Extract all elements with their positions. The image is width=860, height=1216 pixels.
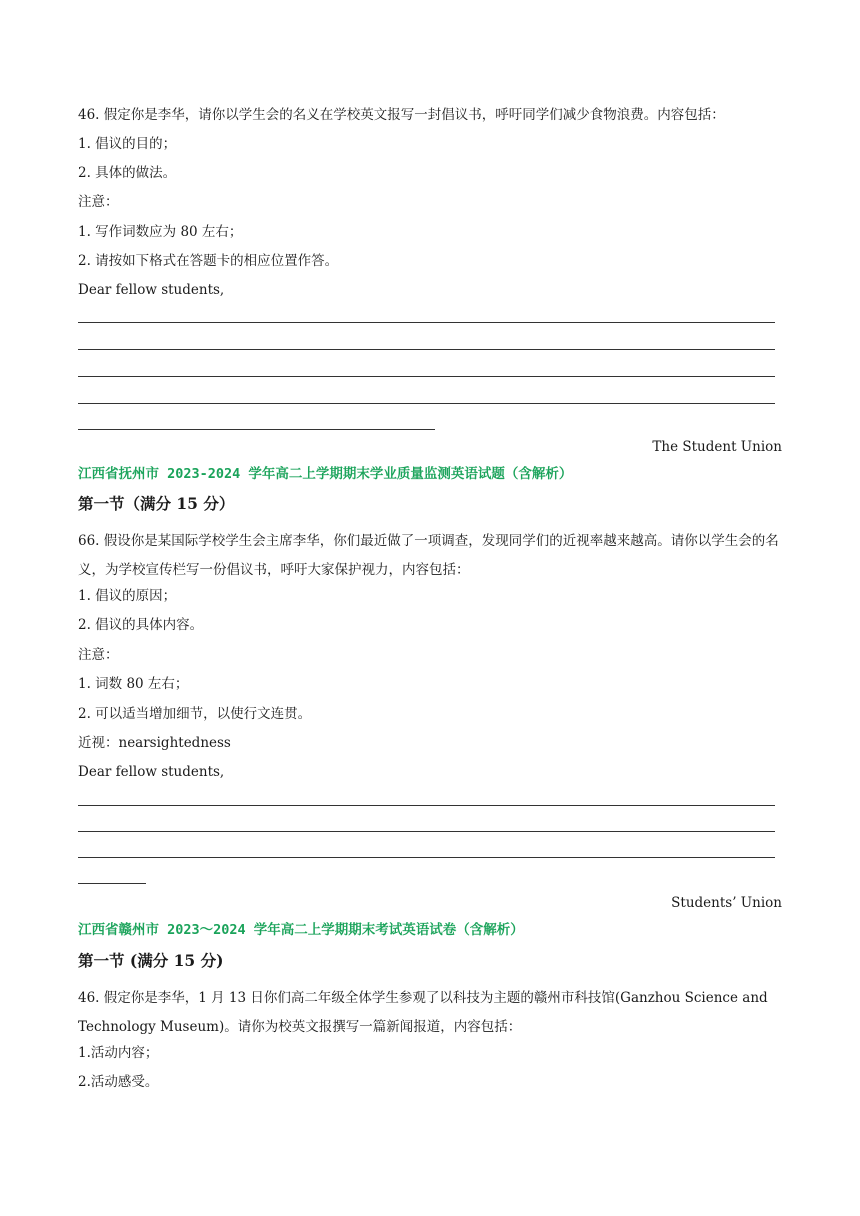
answer-line xyxy=(78,857,775,858)
content-point-1: 1.活动内容； xyxy=(78,1045,159,1061)
source-title: 江西省抚州市 2023-2024 学年高二上学期期末学业质量监测英语试题（含解析） xyxy=(78,466,573,482)
content-point-1: 1. 倡议的原因； xyxy=(78,588,177,604)
note-2: 2. 可以适当增加细节，以使行文连贯。 xyxy=(78,706,312,722)
letter-greeting: Dear fellow students, xyxy=(78,282,225,298)
letter-greeting: Dear fellow students, xyxy=(78,764,225,780)
answer-line xyxy=(78,349,775,350)
letter-signature: The Student Union xyxy=(652,439,782,455)
answer-line xyxy=(78,831,775,832)
vocab-note: 近视：nearsightedness xyxy=(78,735,231,751)
question-46-prompt: 46. 假定你是李华，1 月 13 日你们高二年级全体学生参观了以科技为主题的赣州市科技馆(Ganzhou Science and Technology Museum)。请你为校英文报撰写一篇新闻报道，内容包括： xyxy=(78,990,768,1035)
question-66-prompt: 66. 假设你是某国际学校学生会主席李华，你们最近做了一项调查，发现同学们的近视率越来越高。请你以学生会的名义，为学校宣传栏写一份倡议书，呼吁大家保护视力，内容包括： xyxy=(78,533,779,578)
answer-line xyxy=(78,322,775,323)
answer-line xyxy=(78,429,435,430)
note-title: 注意： xyxy=(78,194,119,210)
answer-line xyxy=(78,805,775,806)
content-point-2: 2.活动感受。 xyxy=(78,1074,159,1090)
source-title: 江西省赣州市 2023～2024 学年高二上学期期末考试英语试卷（含解析） xyxy=(78,922,524,938)
content-point-2: 2. 倡议的具体内容。 xyxy=(78,617,204,633)
section-heading: 第一节（满分 15 分） xyxy=(78,494,235,513)
content-point-1: 1. 倡议的目的； xyxy=(78,136,177,152)
answer-line xyxy=(78,883,146,884)
section-heading: 第一节 (满分 15 分) xyxy=(78,951,224,970)
letter-signature: Students’ Union xyxy=(671,895,782,911)
note-2: 2. 请按如下格式在答题卡的相应位置作答。 xyxy=(78,253,339,269)
answer-line xyxy=(78,376,775,377)
note-1: 1. 词数 80 左右； xyxy=(78,676,189,692)
note-1: 1. 写作词数应为 80 左右； xyxy=(78,224,243,240)
answer-line xyxy=(78,403,775,404)
content-point-2: 2. 具体的做法。 xyxy=(78,165,177,181)
note-title: 注意： xyxy=(78,647,119,663)
question-46-prompt: 46. 假定你是李华，请你以学生会的名义在学校英文报写一封倡议书，呼吁同学们减少食物浪费。内容包括： xyxy=(78,107,725,123)
